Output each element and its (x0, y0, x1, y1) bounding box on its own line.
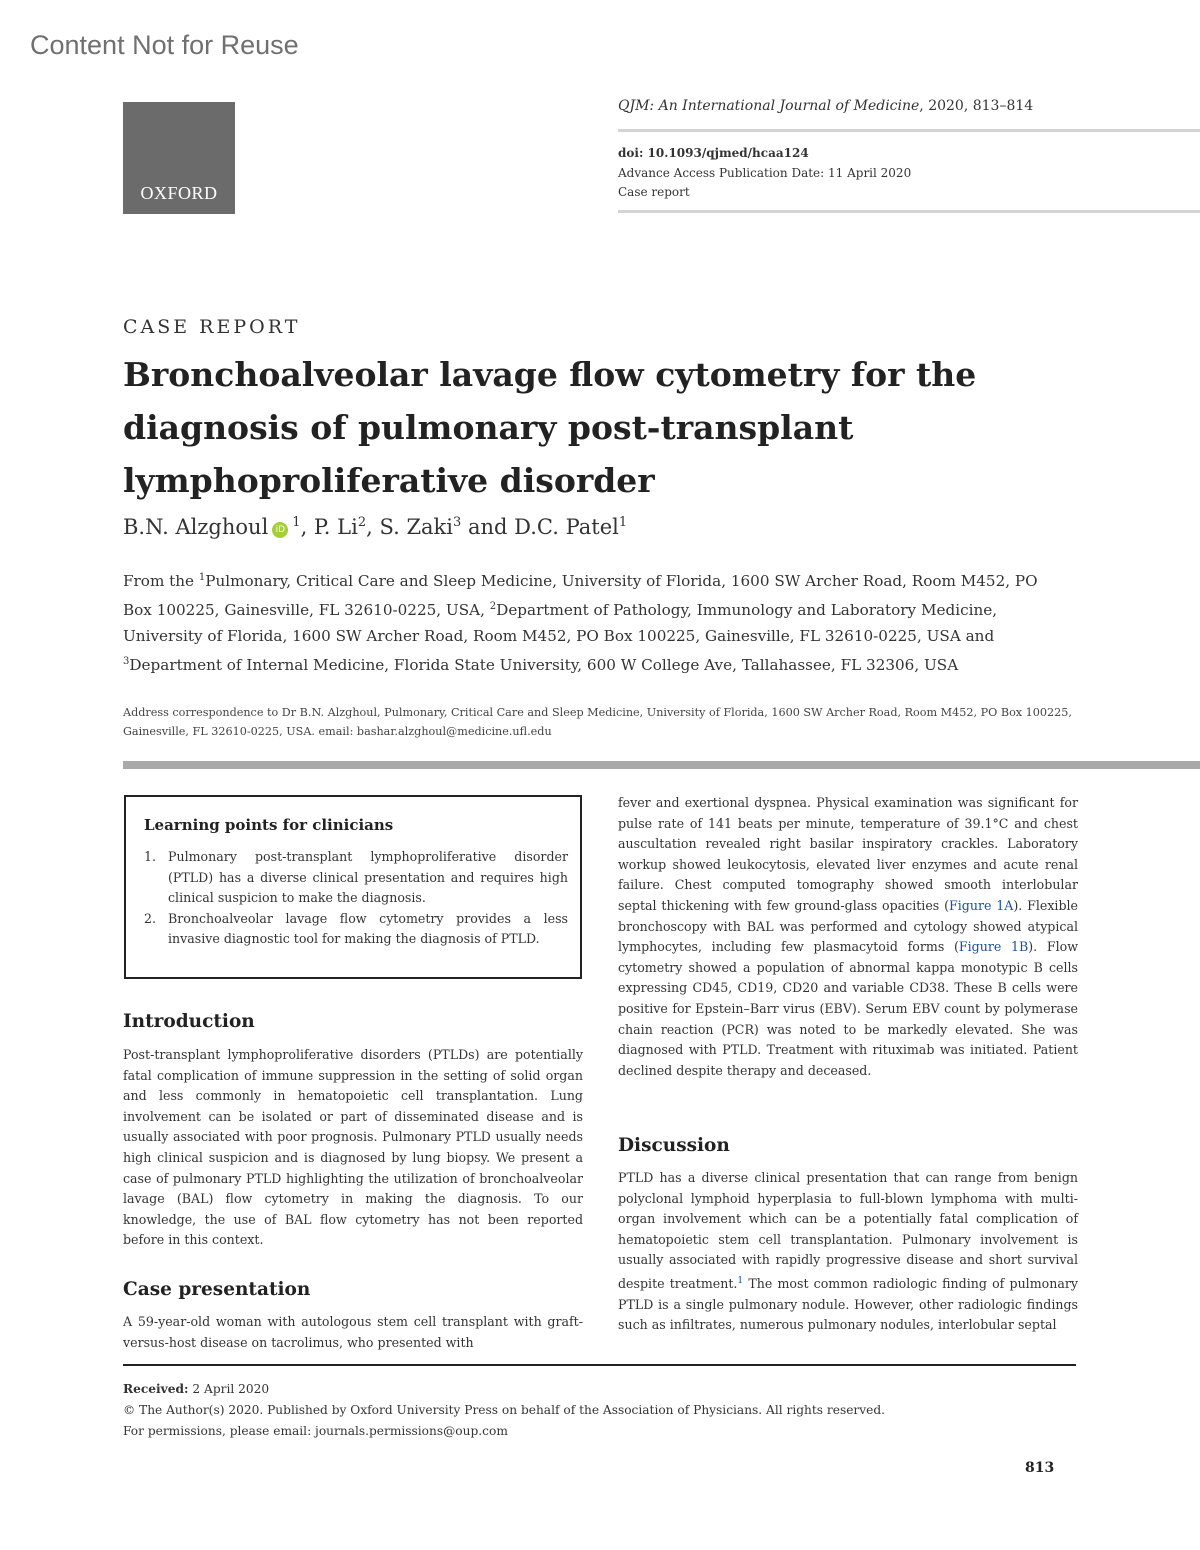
list-number: 1. (144, 849, 157, 864)
title-line: lymphoproliferative disorder (123, 461, 655, 500)
logo-text: OXFORD (140, 183, 218, 203)
case-presentation-heading: Case presentation (123, 1279, 311, 1300)
section-divider (123, 761, 1200, 769)
reference-link[interactable]: 1 (737, 1275, 744, 1286)
introduction-heading: Introduction (123, 1011, 255, 1032)
oxford-logo (123, 102, 235, 214)
learning-point-item (144, 847, 568, 909)
affiliation-marker: 3 (123, 656, 130, 668)
affiliation-text: From the (123, 572, 199, 591)
discussion-heading: Discussion (618, 1135, 730, 1156)
learning-points-box (124, 795, 582, 979)
copyright-notice: © The Author(s) 2020. Published by Oxford University Press on behalf of the Association of Physicians. All rights reserved. (123, 1403, 886, 1417)
affiliation-marker: 1 (198, 572, 206, 583)
figure-1b-link[interactable]: Figure 1B (958, 939, 1029, 955)
header-rule-bottom (618, 210, 1200, 213)
affiliation-marker: 2 (489, 601, 497, 613)
author-list (123, 515, 627, 539)
doi[interactable]: doi: 10.1093/qjmed/hcaa124 (618, 146, 809, 160)
discussion-body: The most common radiologic finding of pulmonary PTLD is a single pulmonary nodule. However, other radiologic findings such as infiltrates, numerous pulmonary nodules, interlobular septal (618, 1276, 1078, 1333)
title-line: Bronchoalveolar lavage flow cytometry for the (123, 355, 977, 394)
learning-points-title: Learning points for clinicians (144, 816, 394, 834)
journal-name: QJM: An International Journal of Medicine (618, 98, 920, 114)
author-name[interactable]: and D.C. Patel (461, 515, 619, 539)
author-name[interactable]: , P. Li (300, 515, 358, 539)
affiliation-marker: 1 (292, 515, 301, 530)
received-label: Received: (123, 1382, 189, 1396)
section-label: CASE REPORT (123, 316, 301, 338)
case-text: ). Flow cytometry showed a population of abnormal kappa monotypic B cells expressing CD45, CD19, CD20 and variable CD38. These B cells were positive for Epstein–Barr virus (EBV). Serum EBV count by polymerase chain reaction (PCR) was noted to be markedly elevated. She was diagnosed with PTLD. Treatment with rituximab was initiated. Patient declined despite therapy and deceased. (618, 939, 1078, 1078)
affiliation-text: Department of Pathology, Immunology and Laboratory Medicine, University of Florida, 1600 SW Archer Road, Room M452, PO Box 100225, Gainesville, FL 32610-0225, USA and (123, 601, 998, 645)
affiliation-marker: 3 (453, 515, 462, 530)
title-line: diagnosis of pulmonary post-transplant (123, 408, 854, 447)
learning-points-list (144, 847, 568, 950)
journal-year-pages: , 2020, 813–814 (919, 98, 1034, 114)
advance-access-date: Advance Access Publication Date: 11 April 2020 (618, 165, 912, 180)
affiliation-marker: 2 (357, 515, 367, 530)
footer-rule (123, 1364, 1076, 1366)
article-title (123, 348, 1023, 507)
case-text: ). Flexible bronchoscopy with BAL was performed and cytology showed atypical lymphocytes, including few plasmacytoid forms ( (618, 897, 1079, 955)
footer-notes (123, 1379, 885, 1442)
affiliations (123, 565, 1066, 679)
learning-point-text: Pulmonary post-transplant lymphoproliferative disorder (PTLD) has a diverse clinical presentation and requires high clinical suspicion to make the diagnosis. (168, 849, 568, 905)
author-name[interactable]: B.N. Alzghoul (123, 515, 269, 539)
list-number: 2. (144, 910, 157, 926)
affiliation-marker: 1 (618, 515, 628, 530)
case-presentation-text: A 59-year-old woman with autologous stem cell transplant with graft-versus-host disease on tacrolimus, who presented with (123, 1314, 583, 1350)
watermark: Content Not for Reuse (30, 30, 299, 60)
introduction-text: Post-transplant lymphoproliferative disorders (PTLDs) are potentially fatal complication of immune suppression in the setting of solid organ and less commonly in hematopoietic cell transplantation. Lung involvement can be isolated or part of disseminated disease and is usually associated with poor prognosis. Pulmonary PTLD usually needs high clinical suspicion and is diagnosed by lung biopsy. We present a case of pulmonary PTLD highlighting the utilization of bronchoalveolar lavage (BAL) flow cytometry in making the diagnosis. To our knowledge, the use of BAL flow cytometry has not been reported before in this context. (123, 1047, 583, 1248)
received-date (123, 1379, 885, 1400)
header-rule-top (618, 129, 1200, 132)
permissions-notice: For permissions, please email: journals.permissions@oup.com (123, 1424, 508, 1438)
learning-point-item (144, 909, 568, 950)
page-number: 813 (1025, 1460, 1055, 1476)
case-presentation-continued (618, 793, 1078, 1081)
affiliation-text: Pulmonary, Critical Care and Sleep Medicine, University of Florida, 1600 SW Archer Road, Room M452, PO Box 100225, Gainesville, FL 32610-0225, USA, (123, 572, 1038, 620)
affiliation-text: Department of Internal Medicine, Florida State University, 600 W College Ave, Tallahassee, FL 32306, USA (129, 656, 959, 675)
learning-point-text: Bronchoalveolar lavage flow cytometry provides a less invasive diagnostic tool for making the diagnosis of PTLD. (168, 910, 568, 946)
journal-citation (618, 98, 1033, 114)
case-text: fever and exertional dyspnea. Physical examination was significant for pulse rate of 141 beats per minute, temperature of 39.1°C and chest auscultation revealed right basilar inspiratory crackles. Laboratory workup showed leukocytosis, elevated liver enzymes and acute renal failure. Chest computed tomography showed smooth interlobular septal thickening with few ground-glass opacities ( (618, 795, 1078, 913)
discussion-text (618, 1168, 1078, 1336)
received-value: 2 April 2020 (188, 1382, 270, 1396)
discussion-body: PTLD has a diverse clinical presentation that can range from benign polyclonal lymphoid hyperplasia to full-blown lymphoma with multi-organ involvement which can be a potentially fatal complication of hematopoietic stem cell transplantation. Pulmonary involvement is usually associated with rapidly progressive disease and short survival despite treatment. (618, 1170, 1078, 1292)
author-name[interactable]: , S. Zaki (366, 515, 454, 539)
figure-1a-link[interactable]: Figure 1A (949, 897, 1014, 913)
article-type: Case report (618, 185, 690, 199)
article-meta (618, 144, 911, 203)
orcid-icon[interactable]: iD (272, 522, 288, 538)
correspondence-address: Address correspondence to Dr B.N. Alzghoul, Pulmonary, Critical Care and Sleep Medicine, University of Florida, 1600 SW Archer Road, Room M452, PO Box 100225, Gainesville, FL 32610-0225, USA. email: bashar.alzghoul@medicine.ufl.edu (123, 706, 1072, 738)
